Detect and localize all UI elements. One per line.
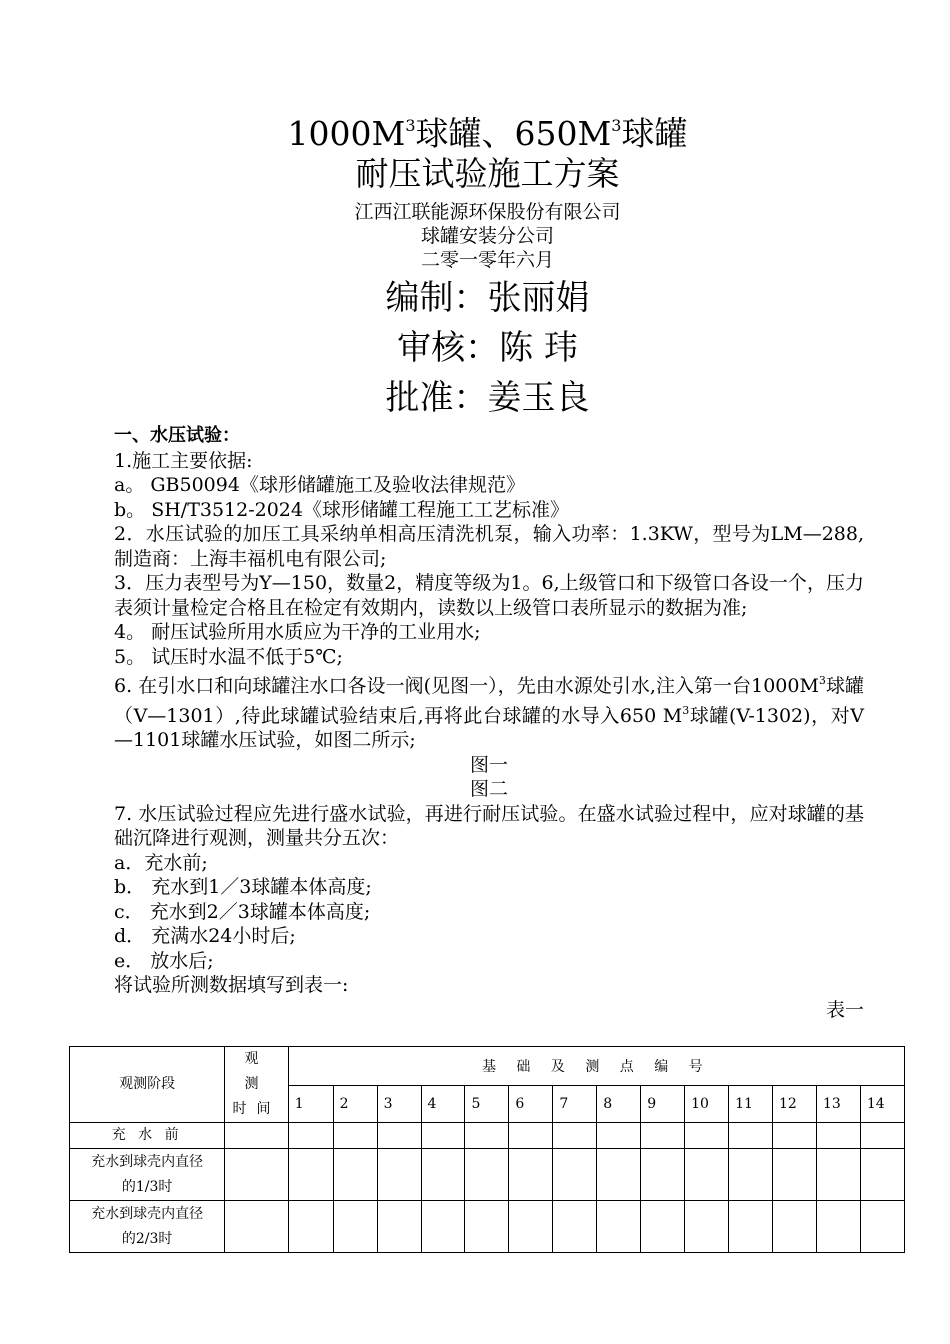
- paragraph-1a: a。 GB50094《球形储罐施工及验收法律规范》: [114, 474, 525, 496]
- document-title-line2: 耐压试验施工方案: [355, 154, 620, 193]
- data-cell[interactable]: [816, 1201, 860, 1253]
- point-number: 13: [816, 1085, 860, 1122]
- point-number: 2: [333, 1085, 377, 1122]
- paragraph-7: 7. 水压试验过程应先进行盛水试验，再进行耐压试验。在盛水试验过程中，应对球罐的基础沉降进行观测，测量共分五次：: [114, 802, 864, 849]
- data-cell[interactable]: [465, 1123, 509, 1149]
- p6-text-b: 球罐（V—1301）,待此球罐试验结束后,再将此台球罐的水导入650 M: [114, 675, 864, 727]
- data-cell[interactable]: [597, 1123, 641, 1149]
- point-number: 14: [860, 1085, 904, 1122]
- paragraph-7e: e． 放水后;: [114, 949, 214, 972]
- point-number: 5: [465, 1085, 509, 1122]
- title-text-2: 球罐、650M: [415, 114, 612, 153]
- data-cell[interactable]: [225, 1123, 288, 1149]
- data-cell[interactable]: [860, 1123, 904, 1149]
- paragraph-7b: b． 充水到1／3球罐本体高度;: [114, 876, 372, 898]
- point-number: 3: [377, 1085, 421, 1122]
- document-title-line1: [0, 104, 950, 156]
- paragraph-3: 3．压力表型号为Y—150，数量2，精度等级为1。6,上级管口和下级管口各设一个，压力表须计量检定合格且在检定有效期内，读数以上级管口表所显示的数据为准;: [114, 572, 864, 619]
- document-body: [114, 424, 864, 1022]
- p6-text-a: 6. 在引水口和向球罐注水口各设一阀(见图一），先由水源处引水,注入第一台1000M: [114, 675, 819, 697]
- point-number: 4: [421, 1085, 465, 1122]
- obs-time-header: [225, 1047, 288, 1123]
- paragraph-2: 2．水压试验的加压工具采纳单相高压清洗机泵，输入功率：1.3KW，型号为LM—288,制造商：上海丰福机电有限公司;: [114, 523, 864, 570]
- data-cell[interactable]: [773, 1201, 817, 1253]
- p6-text-c: 球罐(V-1302)，对V—1101球罐水压试验，如图二所示;: [114, 704, 864, 751]
- data-cell[interactable]: [685, 1123, 729, 1149]
- compiler-line: 编制：张丽娟: [385, 278, 590, 318]
- data-cell[interactable]: [773, 1149, 817, 1201]
- stage-text: 充 水 前: [111, 1127, 183, 1143]
- data-cell[interactable]: [641, 1201, 685, 1253]
- point-number: 1: [288, 1085, 333, 1122]
- stage-header: 观测阶段: [70, 1047, 225, 1123]
- stage-cell: [70, 1123, 225, 1149]
- paragraph-1: 1.施工主要依据:: [114, 449, 253, 472]
- data-cell[interactable]: [288, 1149, 333, 1201]
- p6-sup-1: 3: [818, 674, 826, 687]
- obs-header-line1: 观 测: [244, 1051, 269, 1092]
- data-cell[interactable]: [509, 1123, 553, 1149]
- data-cell[interactable]: [421, 1149, 465, 1201]
- paragraph-1b: b。 SH/T3512-2024《球形储罐工程施工工艺标准》: [114, 498, 569, 521]
- title-sup-1: 3: [405, 116, 416, 135]
- section-heading: 一、水压试验：: [114, 425, 240, 446]
- data-cell[interactable]: [225, 1201, 288, 1253]
- title-text-3: 球罐: [621, 114, 688, 153]
- title-text-1: 1000M: [287, 114, 406, 153]
- reviewer-line: 审核：陈 玮: [397, 328, 578, 368]
- document-date: 二零一零年六月: [420, 249, 554, 271]
- data-cell[interactable]: [816, 1149, 860, 1201]
- data-cell[interactable]: [553, 1201, 597, 1253]
- data-cell[interactable]: [288, 1123, 333, 1149]
- data-cell[interactable]: [773, 1123, 817, 1149]
- approver-line: 批准：姜玉良: [385, 378, 590, 418]
- obs-header-line2: 时间: [232, 1101, 281, 1117]
- stage-text: 充水到球壳内直径: [91, 1205, 204, 1222]
- data-cell[interactable]: [553, 1149, 597, 1201]
- data-cell[interactable]: [597, 1149, 641, 1201]
- table-row: [70, 1201, 905, 1253]
- figure-2-caption: 图二: [469, 778, 508, 800]
- figure-1-caption: 图一: [469, 753, 508, 776]
- data-cell[interactable]: [225, 1149, 288, 1201]
- paragraph-8: 将试验所测数据填写到表一:: [114, 974, 349, 996]
- point-number: 12: [773, 1085, 817, 1122]
- data-cell[interactable]: [860, 1201, 904, 1253]
- table-caption: 表一: [825, 998, 864, 1021]
- data-cell[interactable]: [377, 1201, 421, 1253]
- paragraph-7c: c． 充水到2／3球罐本体高度;: [114, 900, 371, 923]
- table-row: [70, 1149, 905, 1201]
- point-number: 8: [597, 1085, 641, 1122]
- point-number: 9: [641, 1085, 685, 1122]
- stage-cell: [70, 1149, 225, 1201]
- data-cell[interactable]: [377, 1149, 421, 1201]
- data-cell[interactable]: [553, 1123, 597, 1149]
- data-cell[interactable]: [421, 1123, 465, 1149]
- data-cell[interactable]: [288, 1201, 333, 1253]
- data-cell[interactable]: [729, 1149, 773, 1201]
- data-cell[interactable]: [641, 1149, 685, 1201]
- data-cell[interactable]: [333, 1201, 377, 1253]
- data-cell[interactable]: [421, 1201, 465, 1253]
- data-cell[interactable]: [729, 1123, 773, 1149]
- points-header: 基 础 及 测 点 编 号: [288, 1047, 904, 1086]
- point-number: 10: [685, 1085, 729, 1122]
- data-cell[interactable]: [509, 1201, 553, 1253]
- stage-text: 的2/3时: [121, 1230, 173, 1247]
- data-cell[interactable]: [509, 1149, 553, 1201]
- p6-sup-2: 3: [682, 703, 690, 717]
- paragraph-4: 4。 耐压试验所用水质应为干净的工业用水;: [114, 621, 481, 643]
- data-cell[interactable]: [685, 1149, 729, 1201]
- table-row: [70, 1123, 905, 1149]
- paragraph-7a: a．充水前;: [114, 851, 208, 874]
- data-cell[interactable]: [333, 1123, 377, 1149]
- point-number: 6: [509, 1085, 553, 1122]
- paragraph-5: 5。 试压时水温不低于5℃;: [114, 645, 343, 668]
- paragraph-6: [114, 669, 864, 753]
- data-cell[interactable]: [860, 1149, 904, 1201]
- settlement-table: [69, 1046, 905, 1253]
- stage-cell: [70, 1201, 225, 1253]
- data-cell[interactable]: [465, 1149, 509, 1201]
- point-number: 11: [729, 1085, 773, 1122]
- data-cell[interactable]: [377, 1123, 421, 1149]
- company-name: 江西江联能源环保股份有限公司: [354, 201, 621, 223]
- data-cell[interactable]: [597, 1201, 641, 1253]
- data-cell[interactable]: [729, 1201, 773, 1253]
- data-cell[interactable]: [685, 1201, 729, 1253]
- data-cell[interactable]: [641, 1123, 685, 1149]
- title-sup-2: 3: [611, 116, 622, 135]
- paragraph-7d: d． 充满水24小时后;: [114, 925, 296, 947]
- data-cell[interactable]: [333, 1149, 377, 1201]
- data-cell[interactable]: [465, 1201, 509, 1253]
- stage-text: 充水到球壳内直径: [91, 1153, 204, 1170]
- point-number: 7: [553, 1085, 597, 1122]
- branch-name: 球罐安装分公司: [420, 225, 554, 247]
- stage-text: 的1/3时: [121, 1178, 173, 1195]
- data-cell[interactable]: [816, 1123, 860, 1149]
